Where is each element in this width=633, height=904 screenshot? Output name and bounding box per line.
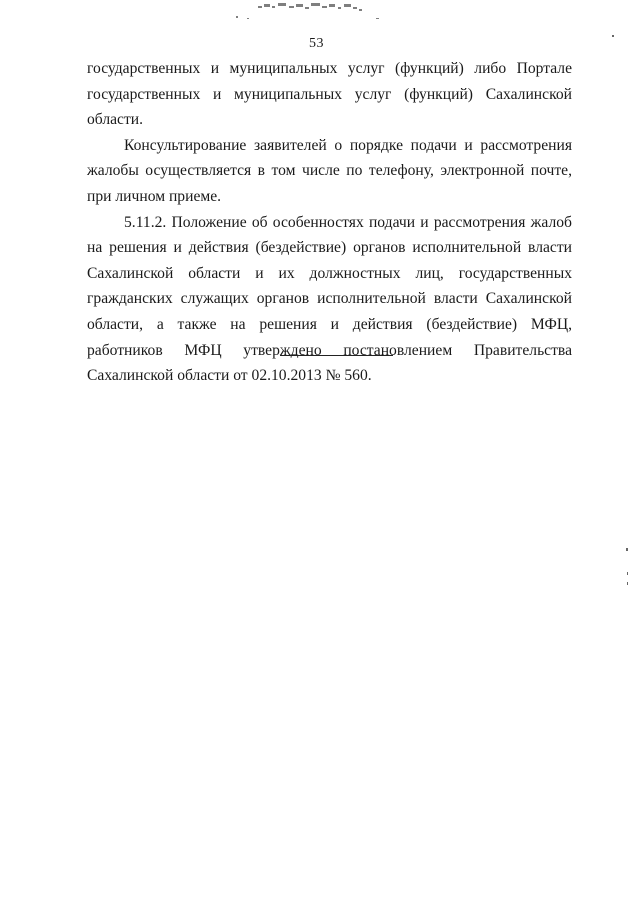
top-scan-smudge	[236, 3, 379, 19]
paragraph-5-11-2: 5.11.2. Положение об особенностях подачи и рассмотрения жалоб на решения и действия (бездействие) органов исполнительной власти Сахалинской области и их должностных лиц, государственных гражданских служащих органов исполнительной власти Сахалинской области, а также на решения и действия (бездействие) МФЦ, работников МФЦ утверждено постановлением Правительства Сахалинской области от 02.10.2013 № 560.	[87, 213, 572, 385]
right-edge-marks	[612, 35, 628, 585]
paragraph-consultation: Консультирование заявителей о порядке подачи и рассмотрения жалобы осуществляется в том числе по телефону, электронной почте, при личном приеме.	[87, 136, 572, 205]
paragraph-portal-continuation: государственных и муниципальных услуг (функций) либо Портале государственных и муниципальных услуг (функций) Сахалинской области.	[87, 60, 572, 129]
end-of-text-rule	[280, 355, 393, 356]
document-body	[87, 56, 572, 389]
page-number: 53	[309, 36, 324, 51]
